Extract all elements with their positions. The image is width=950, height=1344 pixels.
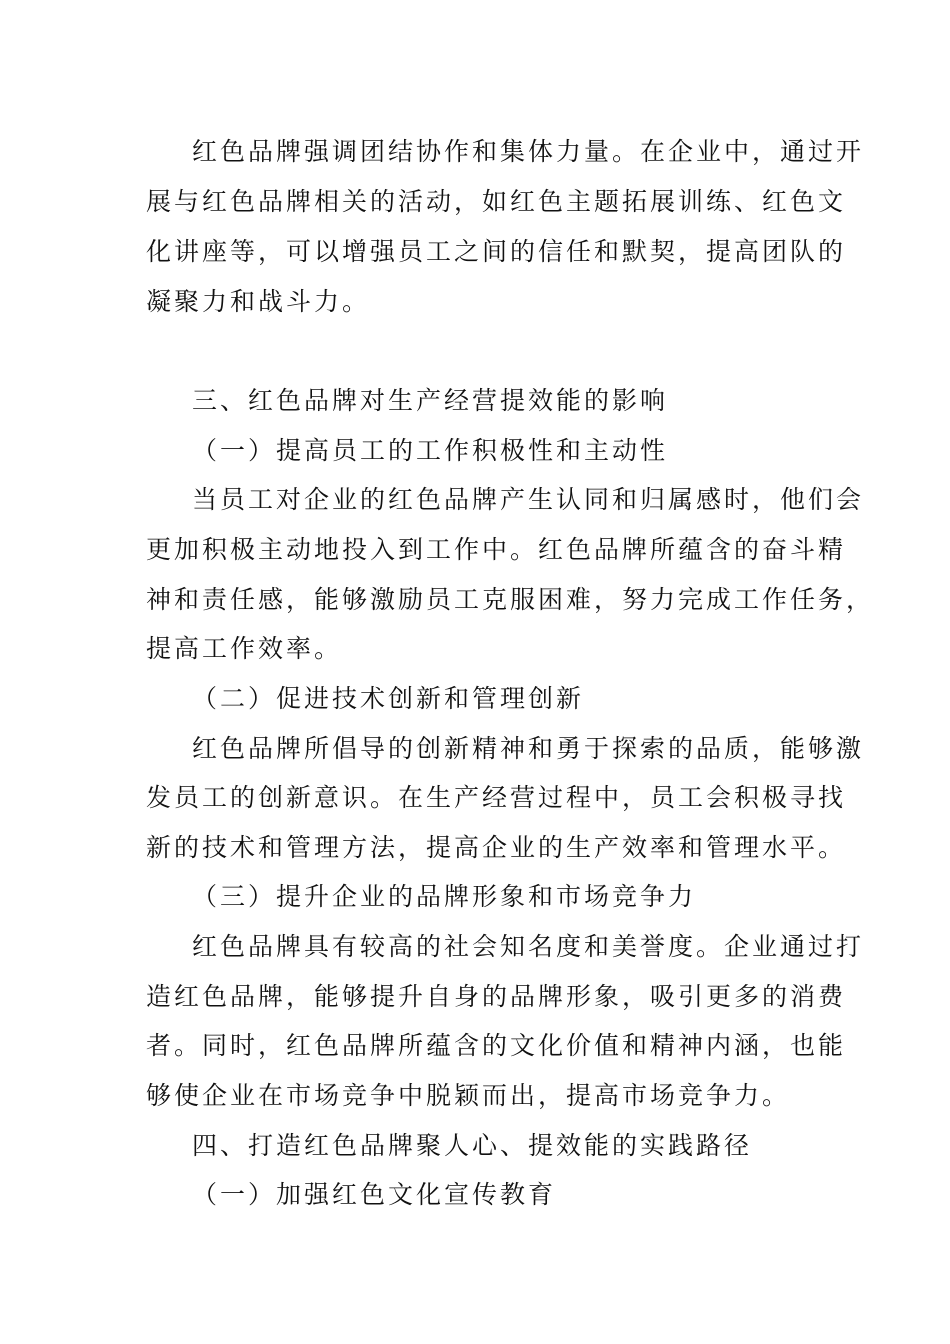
subheading-3-3: （三）提升企业的品牌形象和市场竞争力 bbox=[192, 882, 697, 911]
paragraph-line: 够使企业在市场竞争中脱颖而出，提高市场竞争力。 bbox=[146, 1081, 791, 1110]
paragraph-line: 红色品牌强调团结协作和集体力量。在企业中，通过开 bbox=[192, 137, 865, 166]
section-heading-4: 四、打造红色品牌聚人心、提效能的实践路径 bbox=[192, 1131, 753, 1160]
paragraph-line: 造红色品牌，能够提升自身的品牌形象，吸引更多的消费 bbox=[146, 982, 847, 1011]
subheading-3-2: （二）促进技术创新和管理创新 bbox=[192, 684, 585, 713]
section-heading-3: 三、红色品牌对生产经营提效能的影响 bbox=[192, 386, 669, 415]
paragraph-line: 提高工作效率。 bbox=[146, 634, 343, 663]
paragraph-line: 红色品牌具有较高的社会知名度和美誉度。企业通过打 bbox=[192, 932, 865, 961]
subheading-4-1: （一）加强红色文化宣传教育 bbox=[192, 1180, 557, 1209]
paragraph-line: 化讲座等，可以增强员工之间的信任和默契，提高团队的 bbox=[146, 237, 847, 266]
paragraph-line: 神和责任感，能够激励员工克服困难，努力完成工作任务， bbox=[146, 585, 875, 614]
paragraph-line: 更加积极主动地投入到工作中。红色品牌所蕴含的奋斗精 bbox=[146, 535, 847, 564]
paragraph-line: 展与红色品牌相关的活动，如红色主题拓展训练、红色文 bbox=[146, 187, 847, 216]
paragraph-line: 凝聚力和战斗力。 bbox=[146, 287, 371, 316]
paragraph-line: 当员工对企业的红色品牌产生认同和归属感时，他们会 bbox=[192, 485, 865, 514]
subheading-3-1: （一）提高员工的工作积极性和主动性 bbox=[192, 436, 669, 465]
paragraph-line: 红色品牌所倡导的创新精神和勇于探索的品质，能够激 bbox=[192, 734, 865, 763]
paragraph-line: 新的技术和管理方法，提高企业的生产效率和管理水平。 bbox=[146, 833, 847, 862]
paragraph-line: 者。同时，红色品牌所蕴含的文化价值和精神内涵，也能 bbox=[146, 1031, 847, 1060]
paragraph-line: 发员工的创新意识。在生产经营过程中，员工会积极寻找 bbox=[146, 783, 847, 812]
